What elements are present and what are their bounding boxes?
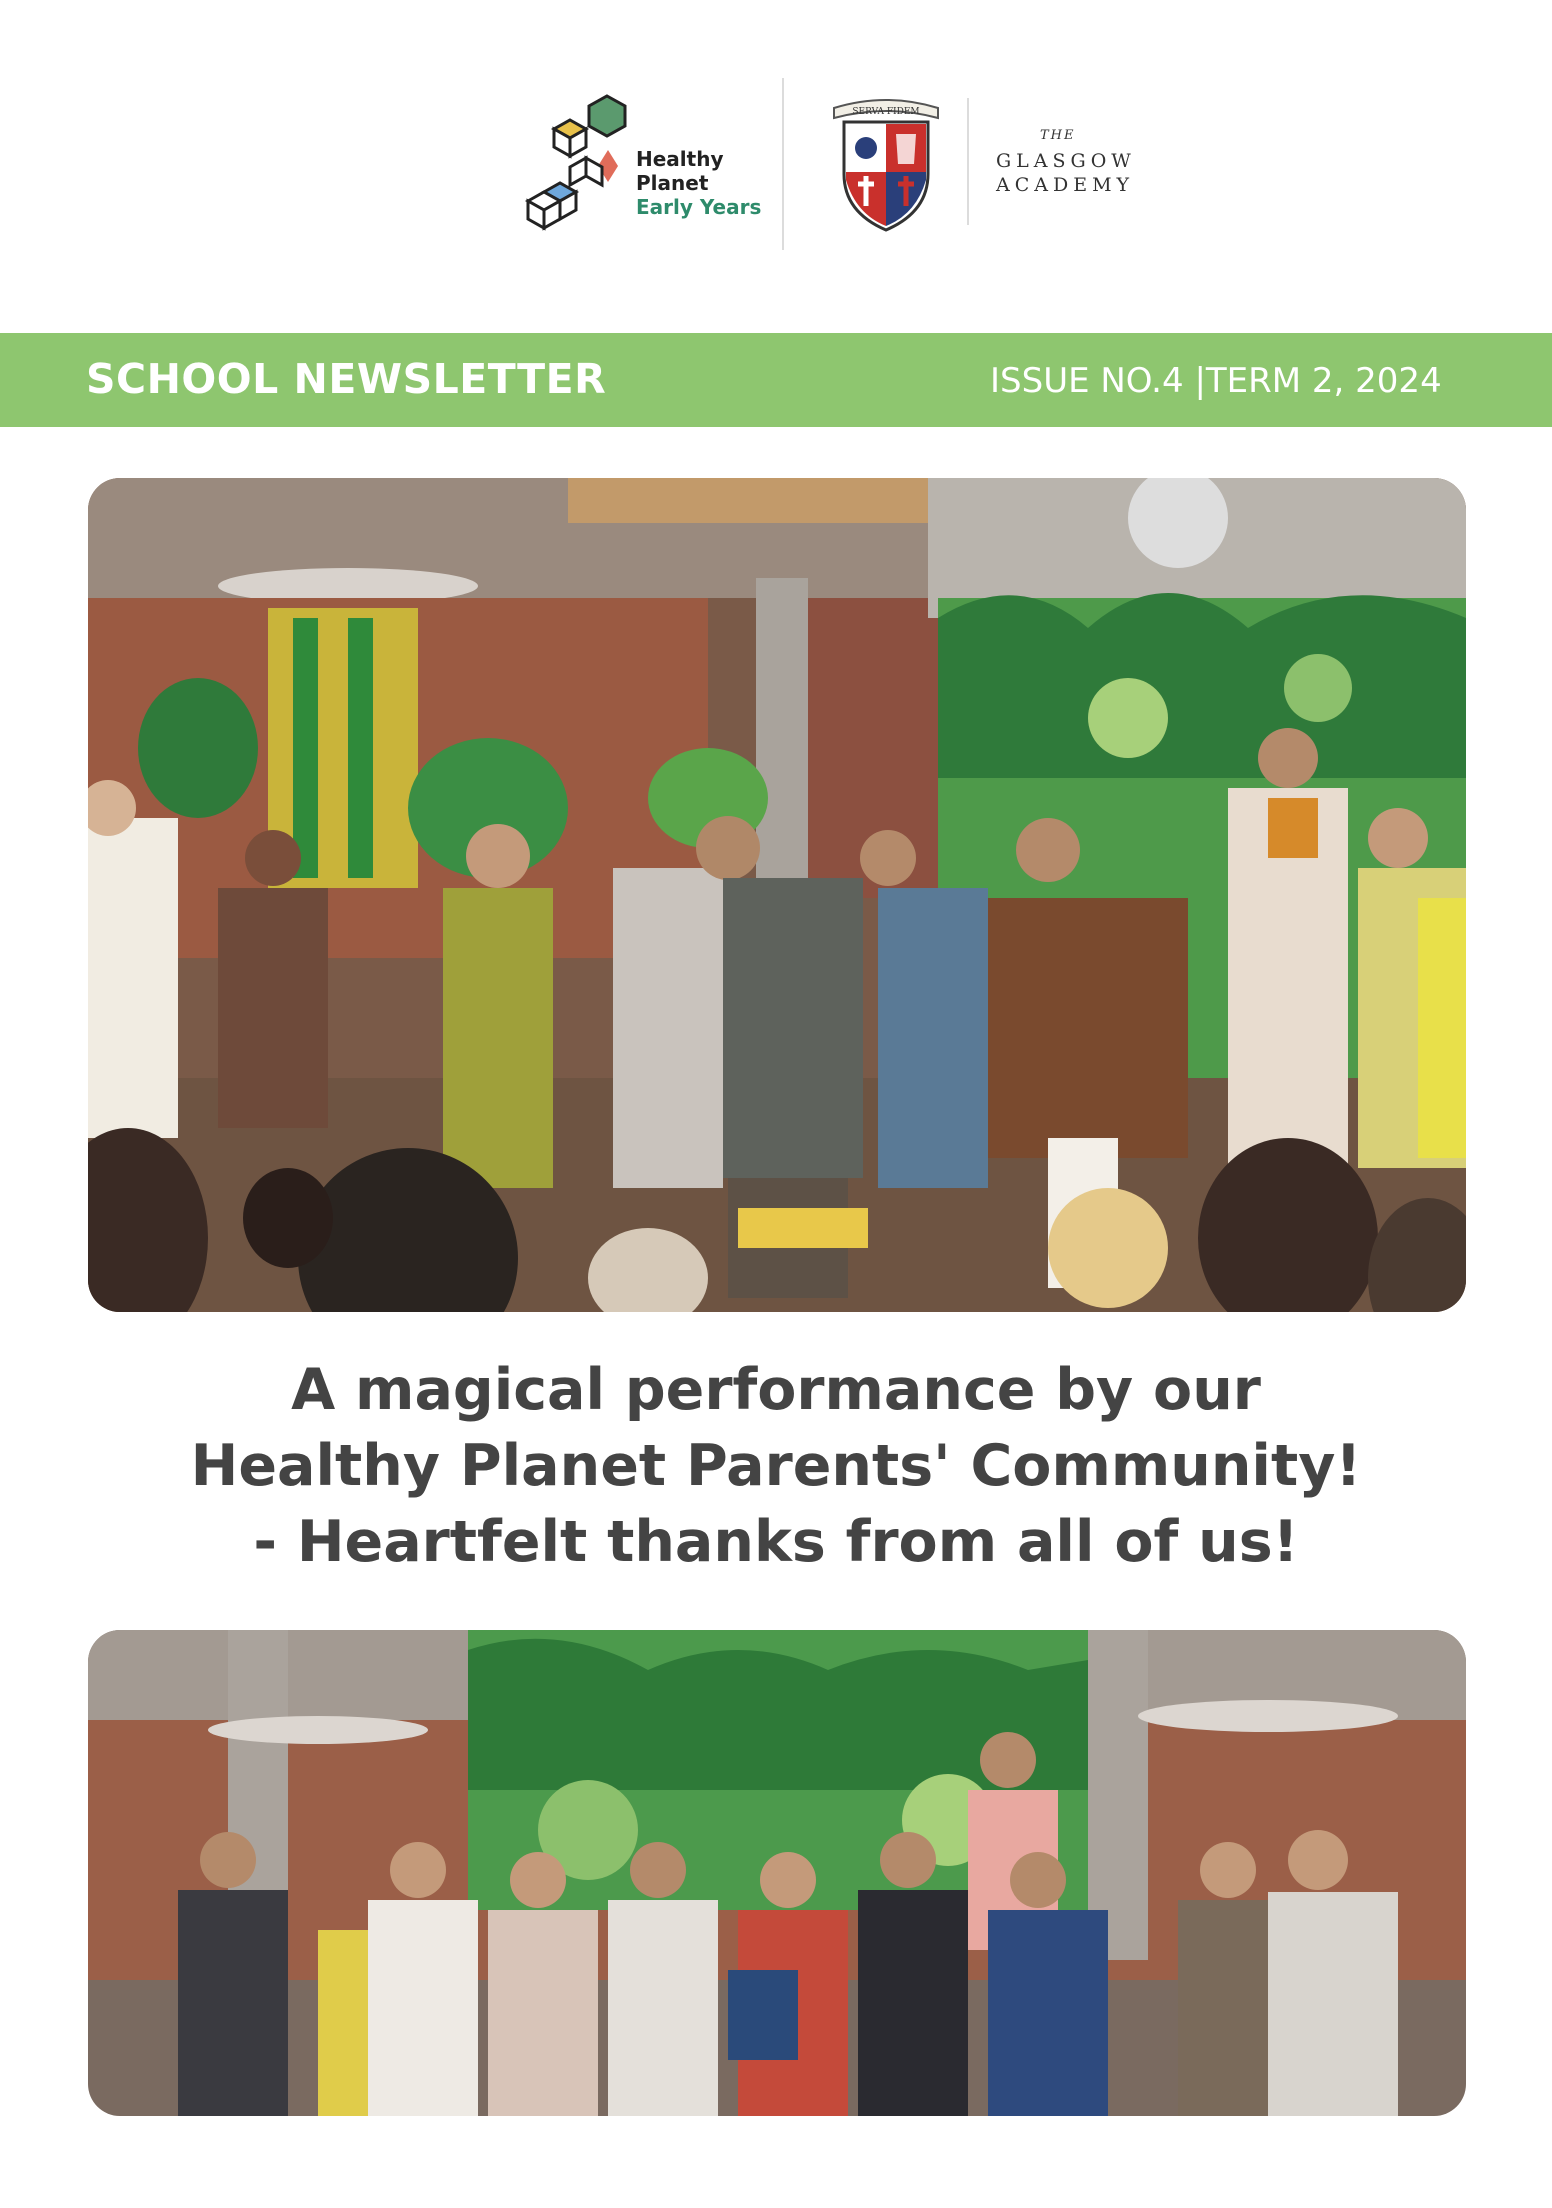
logo-text-healthy: Healthy — [636, 147, 724, 171]
term-label: TERM 2, 2024 — [1205, 361, 1442, 401]
performance-photo — [88, 478, 1466, 1312]
headline-line-1: A magical performance by our — [291, 1357, 1261, 1423]
logo-divider — [782, 78, 784, 250]
glasgow-academy-crest — [826, 94, 946, 234]
banner-issue-term — [990, 361, 1442, 401]
academy-glasgow: GLASGOW — [996, 150, 1136, 172]
issue-separator: | — [1194, 361, 1206, 401]
group-photo — [88, 1630, 1466, 2116]
headline-line-2: Healthy Planet Parents' Community! — [190, 1433, 1362, 1499]
academy-academy: ACADEMY — [996, 174, 1135, 196]
issue-number: ISSUE NO.4 — [990, 361, 1195, 401]
headline-line-3: - Heartfelt thanks from all of us! — [253, 1509, 1299, 1575]
academy-the: THE — [1040, 128, 1076, 143]
hexagon-cubes-icon — [522, 92, 632, 242]
logo-text-early-years: Early Years — [636, 195, 762, 219]
logo-text-planet: Planet — [636, 171, 709, 195]
crest-shield-icon — [826, 94, 946, 234]
crest-divider — [967, 98, 969, 225]
crest-motto: SERVA FIDEM — [852, 107, 920, 117]
banner-title: SCHOOL NEWSLETTER — [86, 355, 607, 403]
headline — [0, 1352, 1552, 1580]
